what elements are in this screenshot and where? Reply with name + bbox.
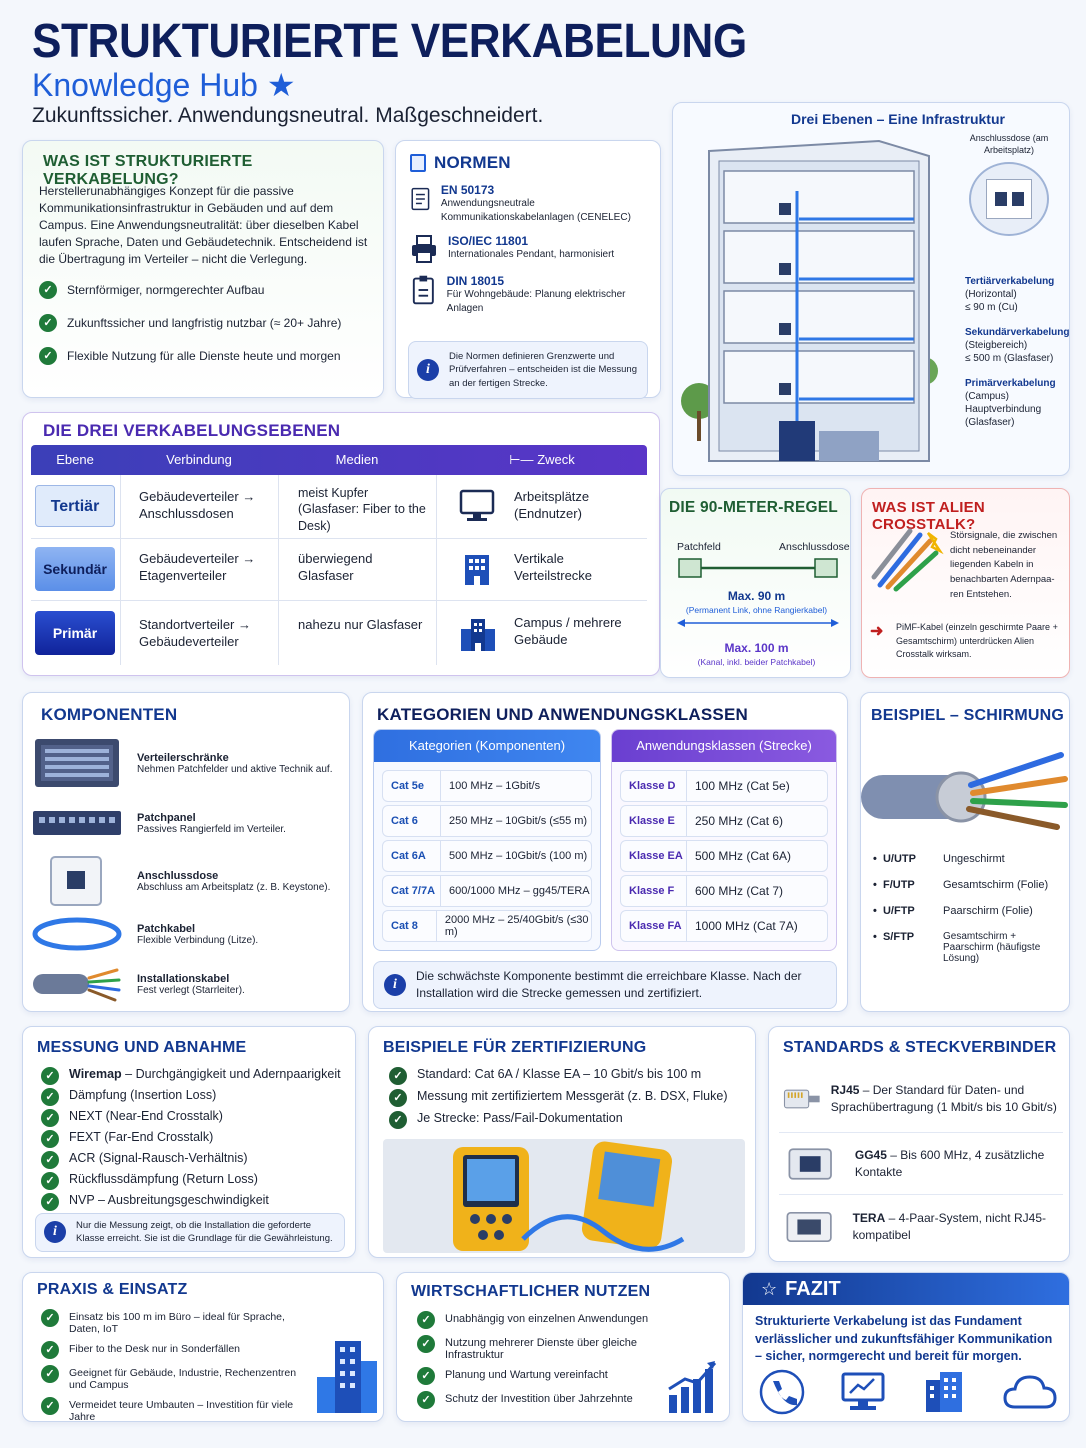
normen-list — [410, 183, 654, 315]
shield-item: • U/FTP Paarschirm (Folie) — [873, 905, 1033, 917]
link-diagram — [677, 557, 839, 579]
category-row: Cat 8 2000 MHz – 25/40Gbit/s (≤30 m) — [382, 910, 592, 942]
class-row: Klasse EA 500 MHz (Cat 6A) — [620, 840, 828, 872]
fazit-icons — [759, 1369, 1059, 1415]
normen-header — [410, 153, 511, 173]
check-icon: ✓ — [417, 1311, 435, 1329]
check-icon: ✓ — [41, 1151, 59, 1169]
check-icon: ✓ — [39, 314, 57, 332]
what-is-card — [22, 140, 384, 398]
check-icon: ✓ — [41, 1130, 59, 1148]
component-item: Verteilerschränke Nehmen Patchfelder und aktive Technik auf. — [31, 733, 343, 793]
building-title: Drei Ebenen – Eine Infrastruktur — [791, 111, 1005, 127]
table-row: Tertiär Gebäudeverteiler → Anschlussdosen meist Kupfer (Glasfaser: Fiber to the Desk) Arbeitsplätze (Endnutzer) — [31, 475, 647, 539]
category-row: Cat 5e 100 MHz – 1Gbit/s — [382, 770, 592, 802]
subtitle — [32, 66, 296, 104]
nutzen-item: ✓ Unabhängig von einzelnen Anwendungen — [417, 1311, 697, 1329]
fazit-title: FAZIT — [785, 1277, 841, 1300]
fazit-card — [742, 1272, 1070, 1422]
measure-item: ✓ Rückflussdämpfung (Return Loss) — [41, 1172, 351, 1190]
check-icon: ✓ — [41, 1109, 59, 1127]
label-primary: Primärverkabelung (Campus) Hauptverbindung (Glasfaser) — [965, 378, 1056, 428]
measure-note: i Nur die Messung zeigt, ob die Installation die geforderte Klasse erreicht. Sie ist die Grundlage für die Gewährleistung. — [35, 1213, 345, 1252]
star-icon: ★ — [266, 67, 296, 103]
norm-item: EN 50173 Anwendungsneutrale Kommunikationskabelanlagen (CENELEC) — [410, 183, 654, 224]
arrow-icon: ⊢— — [509, 452, 534, 467]
measure-item: ✓ Wiremap – Durchgängigkeit und Adernpaarigkeit — [41, 1067, 351, 1085]
standards-card — [768, 1026, 1070, 1262]
building-illustration — [679, 131, 949, 471]
info-icon: i — [384, 974, 406, 996]
standards-list — [779, 1065, 1063, 1259]
praxis-item: ✓ Geeignet für Gebäude, Industrie, Rechenzentren und Campus — [41, 1365, 311, 1391]
nutzen-title: WIRTSCHAFTLICHER NUTZEN — [411, 1283, 651, 1300]
label-secondary: Sekundärverkabelung (Steigbereich) ≤ 500 m (Glasfaser) — [965, 327, 1070, 364]
building-labels — [965, 275, 1069, 429]
cloud-icon — [1001, 1371, 1059, 1413]
label-tertiary: Tertiärverkabelung (Horizontal) ≤ 90 m (Cu) — [965, 276, 1055, 313]
nutzen-card — [396, 1272, 730, 1422]
check-icon: ✓ — [41, 1193, 59, 1211]
check-icon: ✓ — [41, 1341, 59, 1359]
praxis-title: PRAXIS & EINSATZ — [37, 1281, 188, 1298]
nutzen-item: ✓ Schutz der Investition über Jahrzehnte — [417, 1391, 697, 1409]
category-row: Cat 6 250 MHz – 10Gbit/s (≤55 m) — [382, 805, 592, 837]
class-row: Klasse FA 1000 MHz (Cat 7A) — [620, 910, 828, 942]
patch-cable-icon — [31, 914, 123, 954]
building-icon — [459, 551, 495, 587]
levels-table — [31, 445, 647, 667]
shielded-cable-icon — [861, 735, 1069, 835]
components-list — [31, 733, 343, 1009]
info-icon: i — [417, 359, 439, 381]
measure-card — [22, 1026, 356, 1258]
categories-card — [362, 692, 848, 1012]
normen-title: NORMEN — [434, 153, 511, 172]
praxis-list — [41, 1309, 311, 1423]
components-card — [22, 692, 350, 1012]
check-icon: ✓ — [389, 1067, 407, 1085]
class-row: Klasse E 250 MHz (Cat 6) — [620, 805, 828, 837]
tagline: Zukunftssicher. Anwendungsneutral. Maßgeschneidert. — [32, 104, 544, 127]
measure-title: MESSUNG UND ABNAHME — [37, 1039, 247, 1056]
monitor-icon — [459, 489, 495, 523]
rj45-icon — [779, 1071, 821, 1127]
norm-item: DIN 18015 Für Wohngebäude: Planung elektrischer Anlagen — [410, 274, 654, 315]
cert-title: BEISPIELE FÜR ZERTIFIZIERUNG — [383, 1039, 647, 1056]
what-is-points — [39, 281, 375, 365]
table-row: Sekundär Gebäudeverteiler → Etagenverteiler überwiegend Glasfaser Vertikale Verteilstrecke — [31, 539, 647, 601]
cert-card — [368, 1026, 756, 1258]
city-icon — [315, 1337, 379, 1415]
what-point: ✓ Zukunftssicher und langfristig nutzbar (≈ 20+ Jahre) — [39, 314, 375, 332]
table-header: Ebene Verbindung Medien ⊢— Zweck — [31, 445, 647, 475]
check-icon: ✓ — [417, 1391, 435, 1409]
wall-outlet-icon — [31, 855, 123, 907]
standard-item: GG45 – Bis 600 MHz, 4 zusätzliche Kontakte — [779, 1133, 1063, 1195]
fazit-text: Strukturierte Verkabelung ist das Fundament verlässlicher und zukunftsfähiger Kommunikation – sicher, normgerecht und bereit für morgen. — [755, 1314, 1053, 1363]
norm-item: ISO/IEC 11801 Internationales Pendant, harmonisiert — [410, 234, 654, 264]
check-icon: ✓ — [41, 1067, 59, 1085]
check-icon: ✓ — [41, 1397, 59, 1415]
categories-note: i Die schwächste Komponente bestimmt die erreichbare Klasse. Nach der Installation wird die Strecke gemessen und zertifiziert. — [373, 961, 837, 1009]
cable-tester-image — [383, 1139, 745, 1253]
component-item: Anschlussdose Abschluss am Arbeitsplatz (z. B. Keystone). — [31, 853, 343, 909]
component-item: Patchpanel Passives Rangierfeld im Verteiler. — [31, 793, 343, 853]
normen-card — [395, 140, 661, 398]
alien-title: WAS IST ALIEN CROSSTALK? — [872, 499, 985, 533]
check-icon: ✓ — [41, 1172, 59, 1190]
outlet-icon — [969, 162, 1049, 236]
tera-icon — [779, 1202, 843, 1252]
measure-item: ✓ FEXT (Far-End Crosstalk) — [41, 1130, 351, 1148]
praxis-item: ✓ Vermeidet teure Umbauten – Investition für viele Jahre — [41, 1397, 311, 1423]
classes-panel: Anwendungsklassen (Strecke) Klasse D 100 MHz (Cat 5e) Klasse E 250 MHz (Cat 6) Klasse EA 500 MHz (Cat 6A) Klasse F 600 MHz (Cat 7) Klasse FA 1000 MHz (Cat 7A) — [611, 729, 837, 951]
installation-cable-icon — [31, 964, 123, 1004]
book-icon — [410, 154, 426, 172]
shield-card — [860, 692, 1070, 1012]
standards-title: STANDARDS & STECKVERBINDER — [783, 1039, 1057, 1056]
check-icon: ✓ — [39, 281, 57, 299]
what-point: ✓ Flexible Nutzung für alle Dienste heute und morgen — [39, 347, 375, 365]
levels-card — [22, 412, 660, 676]
patchpanel-icon — [31, 803, 123, 843]
nutzen-item: ✓ Planung und Wartung vereinfacht — [417, 1367, 697, 1385]
building-card — [672, 102, 1070, 476]
component-item: Installationskabel Fest verlegt (Starrleiter). — [31, 959, 343, 1009]
distance-arrow — [677, 617, 839, 629]
document-icon — [410, 183, 431, 215]
class-row: Klasse D 100 MHz (Cat 5e) — [620, 770, 828, 802]
phone-icon — [759, 1369, 805, 1415]
category-row: Cat 6A 500 MHz – 10Gbit/s (100 m) — [382, 840, 592, 872]
growth-chart-icon — [667, 1359, 719, 1415]
praxis-item: ✓ Fiber to the Desk nur in Sonderfällen — [41, 1341, 311, 1359]
measure-item: ✓ ACR (Signal-Rausch-Verhältnis) — [41, 1151, 351, 1169]
clipboard-icon — [410, 274, 437, 306]
categories-panel: Kategorien (Komponenten) Cat 5e 100 MHz – 1Gbit/s Cat 6 250 MHz – 10Gbit/s (≤55 m) Cat 6A 500 MHz – 10Gbit/s (100 m) Cat 7/7A 600/1000 MHz – gg45/TERA Cat 8 2000 MHz – 25/40Gbit/s (≤30 m) — [373, 729, 601, 951]
shield-item: • F/UTP Gesamtschirm (Folie) — [873, 879, 1049, 891]
shield-item: • U/UTP Ungeschirmt — [873, 853, 1005, 865]
alien-arrow-icon: ➜ — [870, 623, 884, 640]
standard-item: TERA – 4-Paar-System, nicht RJ45-kompatibel — [779, 1195, 1063, 1259]
cert-list — [389, 1067, 749, 1129]
shield-title: BEISPIEL – SCHIRMUNG — [871, 707, 1065, 724]
component-item: Patchkabel Flexible Verbindung (Litze). — [31, 909, 343, 959]
categories-title: KATEGORIEN UND ANWENDUNGSKLASSEN — [377, 705, 748, 724]
cable-bundle-icon — [870, 525, 944, 595]
check-icon: ✓ — [41, 1365, 59, 1383]
rack-icon — [31, 735, 123, 791]
nutzen-list — [417, 1311, 697, 1409]
check-icon: ✓ — [41, 1088, 59, 1106]
what-point: ✓ Sternförmiger, normgerechter Aufbau — [39, 281, 375, 299]
cert-item: ✓ Je Strecke: Pass/Fail-Dokumentation — [389, 1111, 749, 1129]
rule90-card: DIE 90-METER-REGEL Patchfeld Anschlussdose Max. 90 m (Permanent Link, ohne Rangierkabel) Max. 100 m (Kanal, inkl. beider Patchkabel) — [660, 488, 851, 678]
computer-icon — [840, 1371, 886, 1413]
printer-icon — [410, 234, 438, 264]
rule90-title: DIE 90-METER-REGEL — [669, 499, 838, 516]
class-row: Klasse F 600 MHz (Cat 7) — [620, 875, 828, 907]
components-title: KOMPONENTEN — [41, 705, 178, 724]
normen-note: i Die Normen definieren Grenzwerte und Prüfverfahren – entscheiden ist die Messung an der fertigen Strecke. — [408, 341, 648, 399]
what-is-text: Herstellerunabhängiges Konzept für die passive Kommunikationsinfrastruktur in Gebäuden und auf dem Campus. Eine Anwendungsneutralität: über dieselben Kabel laufen Sprache, Daten und Gebäudetechnik. Entscheidend ist die Übertragung im Verteiler – nicht die Verlegung. — [39, 184, 368, 267]
table-row: Primär Standortverteiler → Gebäudeverteiler nahezu nur Glasfaser Campus / mehrere Gebäude — [31, 601, 647, 665]
subtitle-text: Knowledge Hub — [32, 67, 258, 103]
info-icon: i — [44, 1221, 66, 1243]
praxis-card — [22, 1272, 384, 1422]
alien-card: WAS IST ALIEN CROSSTALK? Störsignale, die zwischen dicht nebeneinander liegenden Kabeln in benachbarten Adernpaa-ren Entstehen. ➜ PiMF-Kabel (einzeln geschirmte Paare + Gesamtschirm) unterdrücken Alien Crosstalk wirksam. — [861, 488, 1070, 678]
shield-list — [873, 853, 1067, 964]
outlet-callout: Anschlussdose (am Arbeitsplatz) — [953, 133, 1065, 236]
measure-list — [41, 1067, 351, 1211]
star-icon: ☆ — [761, 1278, 778, 1299]
measure-item: ✓ Dämpfung (Insertion Loss) — [41, 1088, 351, 1106]
shield-item: • S/FTP Gesamtschirm + Paarschirm (häufigste Lösung) — [873, 931, 1041, 964]
check-icon: ✓ — [389, 1111, 407, 1129]
measure-item: ✓ NEXT (Near-End Crosstalk) — [41, 1109, 351, 1127]
measure-item: ✓ NVP – Ausbreitungsgeschwindigkeit — [41, 1193, 351, 1211]
what-is-title: WAS IST STRUKTURIERTE VERKABELUNG? — [43, 153, 253, 188]
cert-item: ✓ Messung mit zertifiziertem Messgerät (z. B. DSX, Fluke) — [389, 1089, 749, 1107]
category-row: Cat 7/7A 600/1000 MHz – gg45/TERA — [382, 875, 592, 907]
check-icon: ✓ — [417, 1367, 435, 1385]
check-icon: ✓ — [41, 1309, 59, 1327]
page-title: STRUKTURIERTE VERKABELUNG — [32, 15, 747, 68]
standard-item: RJ45 – Der Standard für Daten- und Sprachübertragung (1 Mbit/s bis 10 Gbit/s) — [779, 1065, 1063, 1133]
cert-item: ✓ Standard: Cat 6A / Klasse EA – 10 Gbit/s bis 100 m — [389, 1067, 749, 1085]
levels-title: DIE DREI VERKABELUNGSEBENEN — [43, 421, 341, 440]
check-icon: ✓ — [39, 347, 57, 365]
check-icon: ✓ — [389, 1089, 407, 1107]
office-building-icon — [922, 1370, 966, 1414]
nutzen-item: ✓ Nutzung mehrerer Dienste über gleiche Infrastruktur — [417, 1335, 697, 1361]
gg45-icon — [779, 1139, 845, 1189]
campus-icon — [459, 615, 497, 653]
check-icon: ✓ — [417, 1335, 435, 1353]
praxis-item: ✓ Einsatz bis 100 m im Büro – ideal für Sprache, Daten, IoT — [41, 1309, 311, 1335]
fazit-header — [743, 1273, 1070, 1305]
